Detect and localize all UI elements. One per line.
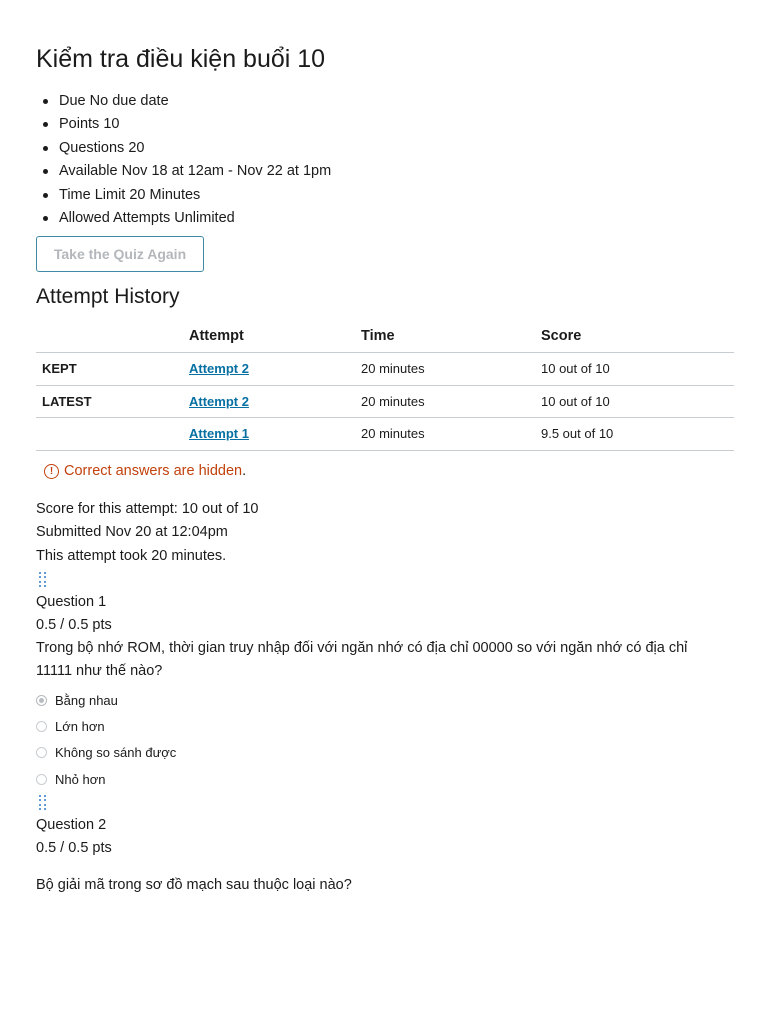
meta-due: [59, 90, 331, 113]
meta-value: No due date: [89, 93, 169, 109]
answer-label: Lớn hơn: [55, 718, 105, 734]
question-text: Bộ giải mã trong sơ đồ mạch sau thuộc loại nào?: [36, 877, 352, 893]
attempt-time: 20 minutes: [361, 418, 541, 451]
table-row: [36, 418, 734, 451]
meta-available: [59, 160, 331, 183]
attempt-link[interactable]: Attempt 2: [189, 361, 249, 377]
question-2: [36, 814, 726, 897]
attempt-history-title: Attempt History: [36, 285, 180, 308]
question-title: Question 1: [36, 594, 107, 610]
take-quiz-again-button[interactable]: Take the Quiz Again: [36, 236, 204, 272]
question-text: Trong bộ nhớ ROM, thời gian truy nhập đối với ngăn nhớ có địa chỉ 00000 so với ngăn nhớ có địa chỉ 11111 như thế nào?: [36, 640, 688, 679]
meta-value: 10: [103, 116, 120, 133]
attempt-link[interactable]: Attempt 2: [189, 393, 249, 409]
drag-handle-icon[interactable]: [39, 572, 47, 587]
radio-selected-icon: [36, 695, 47, 706]
warning-circle-icon: !: [44, 464, 59, 479]
attempt-status: LATEST: [36, 385, 189, 418]
attempt-score: 9.5 out of 10: [541, 418, 734, 451]
attempt-duration: This attempt took 20 minutes.: [36, 547, 227, 564]
column-header-status: [36, 320, 189, 353]
quiz-title: Kiểm tra điều kiện buổi 10: [36, 45, 326, 73]
meta-points: [59, 113, 331, 136]
meta-allowed-attempts: [59, 207, 331, 230]
meta-value: Nov 18 at 12am - Nov 22 at 1pm: [121, 163, 332, 180]
attempt-status: KEPT: [36, 353, 189, 386]
attempt-summary: [36, 498, 258, 568]
quiz-details-list: [36, 90, 331, 230]
column-header-score: Score: [541, 320, 734, 353]
attempt-score: 10 out of 10: [541, 385, 734, 418]
radio-icon: [36, 721, 47, 732]
attempt-time: 20 minutes: [361, 353, 541, 386]
answer-label: Bằng nhau: [55, 692, 118, 708]
notice-text: Correct answers are hidden: [64, 463, 243, 479]
attempt-link[interactable]: Attempt 1: [189, 426, 249, 442]
radio-icon: [36, 774, 47, 785]
meta-label: Questions: [59, 139, 125, 156]
question-points: 0.5 / 0.5 pts: [36, 840, 112, 856]
meta-value: Unlimited: [174, 210, 235, 227]
answer-option[interactable]: [36, 713, 726, 739]
meta-label: Points: [59, 116, 100, 133]
notice-period: .: [242, 463, 247, 479]
attempt-status: [36, 418, 189, 451]
answer-label: Không so sánh được: [55, 745, 177, 761]
meta-label: Allowed Attempts: [59, 210, 171, 227]
answer-label: Nhỏ hơn: [55, 771, 106, 787]
attempt-submitted-time: Submitted Nov 20 at 12:04pm: [36, 524, 228, 541]
meta-questions: [59, 137, 331, 160]
answer-option[interactable]: [36, 740, 726, 766]
meta-value: 20: [128, 139, 145, 156]
question-points: 0.5 / 0.5 pts: [36, 617, 112, 633]
attempt-score: 10 out of 10: [541, 353, 734, 386]
attempt-score-summary: Score for this attempt: 10 out of 10: [36, 501, 259, 517]
answer-option[interactable]: [36, 687, 726, 713]
radio-icon: [36, 747, 47, 758]
meta-value: 20 Minutes: [129, 186, 201, 203]
drag-handle-icon[interactable]: [39, 795, 47, 810]
attempt-history-table: [36, 320, 734, 451]
meta-label: Available: [59, 163, 118, 180]
table-header-row: [36, 320, 734, 353]
question-title: Question 2: [36, 817, 107, 833]
table-row: [36, 353, 734, 386]
meta-time-limit: [59, 184, 331, 207]
correct-answers-hidden-notice: [44, 463, 246, 479]
table-row: [36, 385, 734, 418]
question-1: [36, 591, 726, 792]
answer-list: [36, 687, 726, 792]
column-header-time: Time: [361, 320, 541, 353]
answer-option[interactable]: [36, 766, 726, 792]
column-header-attempt: Attempt: [189, 320, 361, 353]
meta-label: Time Limit: [59, 186, 126, 203]
meta-label: Due: [59, 93, 86, 109]
attempt-time: 20 minutes: [361, 385, 541, 418]
